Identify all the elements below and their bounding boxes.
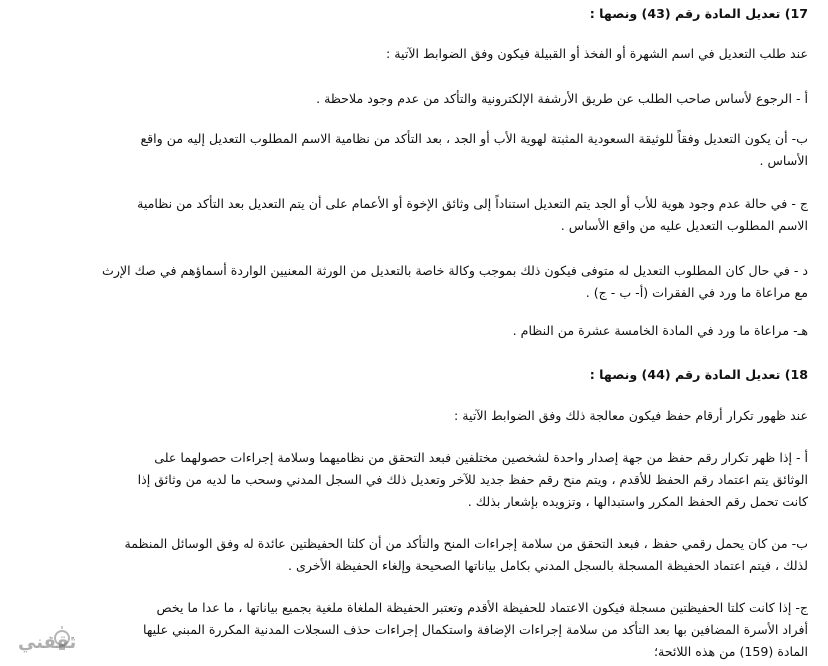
clause-b-line-2: الأساس . <box>759 153 808 168</box>
clause-a-line-1: أ - الرجوع لأساس صاحب الطلب عن طريق الأرشفة الإلكترونية والتأكد من عدم وجود ملاحظة . <box>316 91 808 106</box>
watermark-text: ثقفني <box>18 632 77 653</box>
article-17-intro: عند طلب التعديل في اسم الشهرة أو الفخذ أو القبيلة فيكون وفق الضوابط الآتية : <box>386 46 808 61</box>
article-18-intro: عند ظهور تكرار أرقام حفظ فيكون معالجة ذلك وفق الضوابط الآتية : <box>454 408 808 423</box>
clause-18a-line-2: الوثائق يتم اعتماد رقم الحفظ للأقدم ، ويتم منح رقم حفظ جديد للآخر وتعديل ذلك في السجل المدني وسحب ما لديه من وثائق إذا <box>137 472 808 487</box>
clause-d-line-2: مع مراعاة ما ورد في الفقرات (أ- ب - ج) . <box>585 285 808 300</box>
clause-c-line-2: الاسم المطلوب التعديل عليه من واقع الأساس . <box>560 218 808 233</box>
site-watermark <box>4 624 77 666</box>
clause-b-line-1: ب- أن يكون التعديل وفقاً للوثيقة السعودية المثبتة لهوية الأب أو الجد ، بعد التأكد من نظامية الاسم المطلوب التعديل إليه من واقع <box>140 131 808 146</box>
clause-18b-line-2: لذلك ، فيتم اعتماد الحفيظة المسجلة بالسجل المدني بكامل بياناتها الصحيحة وإلغاء الحفيظة الأخرى . <box>287 558 808 573</box>
clause-d-line-1: د - في حال كان المطلوب التعديل له متوفى فيكون ذلك بموجب وكالة خاصة بالتعديل من الورثة المعنيين الواردة أسماؤهم في صك الإرث <box>102 263 808 278</box>
clause-18a-line-1: أ - إذا ظهر تكرار رقم حفظ من جهة إصدار واحدة لشخصين مختلفين فبعد التحقق من نظاميهما وسلامة إجراءات حصولهما على <box>154 450 808 465</box>
clause-18c-line-1: ج- إذا كانت كلتا الحفيظتين مسجلة فيكون الاعتماد للحفيظة الأقدم وتعتبر الحفيظة الملغاة ملغية بجميع بياناتها ، ما عدا ما يخص <box>156 600 808 615</box>
clause-18b-line-1: ب- من كان يحمل رقمي حفظ ، فبعد التحقق من سلامة إجراءات المنح والتأكد من أن كلتا الحفيظتين عائدة له وفق الوسائل المنظمة <box>124 536 808 551</box>
clause-18c-line-2: أفراد الأسرة المضافين بها بعد التأكد من سلامة إجراءات الإضافة واستكمال إجراءات حذف السجلات المدنية المكررة المبني عليها <box>142 622 808 637</box>
clause-e-line-1: هـ- مراعاة ما ورد في المادة الخامسة عشرة من النظام . <box>512 323 808 338</box>
article-17-heading: 17) تعديل المادة رقم (43) ونصها : <box>589 6 808 21</box>
clause-c-line-1: ج - في حالة عدم وجود هوية للأب أو الجد يتم التعديل استناداً إلى وثائق الإخوة أو الأعمام على أن يتم التعديل بعد التأكد من نظامية <box>137 196 808 211</box>
clause-18a-line-3: كانت تحمل رقم الحفظ المكرر واستبدالها ، وتزويده بإشعار بذلك . <box>467 494 808 509</box>
article-18-heading: 18) تعديل المادة رقم (44) ونصها : <box>589 367 808 382</box>
clause-18c-line-3: المادة (159) من هذه اللائحة؛ <box>654 644 808 659</box>
